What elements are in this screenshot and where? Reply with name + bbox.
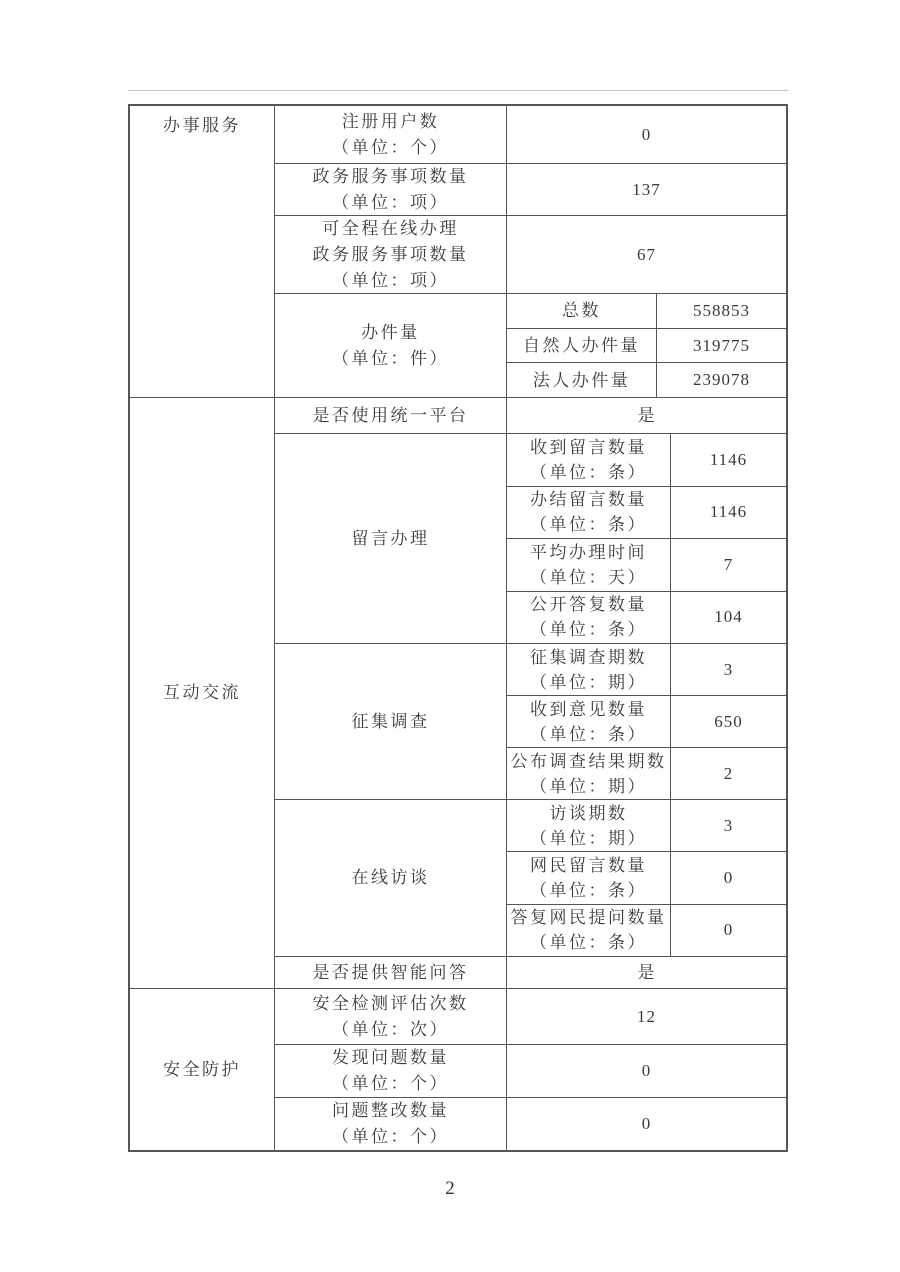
value-text: 2 [723, 763, 734, 783]
item-label-line: 可全程在线办理 [322, 218, 459, 238]
item-label-line: 发现问题数量 [332, 1048, 449, 1067]
subrow-group [506, 644, 786, 799]
value-text: 3 [723, 659, 734, 679]
sub-row [507, 591, 786, 644]
value-cell [506, 106, 786, 163]
table-row [275, 293, 786, 397]
table-row [275, 398, 786, 433]
value-text: 0 [641, 1061, 652, 1080]
value-text: 650 [714, 711, 743, 731]
category-label: 办事服务 [163, 116, 241, 135]
value-cell [506, 1045, 786, 1097]
sub-label-line: （单位：条） [530, 620, 647, 640]
item-label-line: （单位：个） [332, 1127, 449, 1146]
sub-value-cell [656, 329, 786, 363]
sub-label-line: 访谈期数 [549, 803, 628, 823]
value-text: 558853 [693, 300, 750, 320]
item-label-cell [275, 1045, 506, 1097]
value-text: 是 [637, 405, 656, 425]
sub-row [507, 800, 786, 851]
item-label-cell [275, 106, 506, 163]
item-label-line: 是否使用统一平台 [312, 405, 469, 425]
sub-value-cell [670, 539, 786, 591]
sub-label-cell [507, 644, 670, 695]
value-cell [506, 989, 786, 1044]
item-label-cell [275, 434, 506, 643]
item-label-line: 政务服务事项数量 [312, 166, 469, 186]
sub-label-cell [507, 592, 670, 644]
sub-label-cell [507, 329, 656, 363]
sub-value-cell [656, 363, 786, 397]
value-text: 1146 [709, 449, 748, 469]
section-interaction [130, 397, 786, 988]
sub-label-line: 公开答复数量 [530, 595, 647, 615]
value-text: 3 [723, 815, 734, 835]
sub-label-cell [507, 800, 670, 851]
item-label-line: 是否提供智能问答 [312, 962, 469, 982]
value-text: 67 [637, 244, 656, 264]
category-cell [130, 989, 274, 1150]
sub-label-line: （单位：期） [530, 776, 647, 796]
sub-label-line: 网民留言数量 [530, 855, 647, 875]
table-row [275, 799, 786, 956]
sub-label-line: 自然人办件量 [523, 336, 640, 355]
sub-label-cell [507, 748, 670, 799]
sub-value-cell [670, 852, 786, 903]
item-label-line: （单位：个） [332, 137, 449, 157]
value-text: 1146 [709, 502, 748, 522]
table-row [275, 215, 786, 293]
value-text: 239078 [693, 370, 750, 390]
item-label-line: 征集调查 [351, 711, 430, 731]
value-cell [506, 216, 786, 293]
item-label-cell [275, 989, 506, 1044]
sub-row [507, 644, 786, 695]
sub-label-cell [507, 905, 670, 956]
category-cell [130, 106, 274, 397]
value-text: 是 [637, 962, 656, 982]
value-text: 7 [723, 554, 734, 574]
sub-row [507, 851, 786, 903]
sub-label-line: （单位：条） [530, 933, 647, 953]
sub-row [507, 434, 786, 486]
item-label-line: 留言办理 [351, 528, 430, 548]
item-label-line: （单位：件） [332, 348, 449, 368]
table-row [275, 989, 786, 1044]
table-continuation-line [128, 90, 788, 91]
sub-value-cell [670, 905, 786, 956]
category-label: 安全防护 [163, 1059, 241, 1079]
sub-row [507, 904, 786, 956]
subrow-group [506, 434, 786, 643]
sub-row [507, 328, 786, 363]
sub-value-cell [670, 748, 786, 799]
value-text: 0 [723, 867, 734, 887]
sub-label-line: 收到留言数量 [530, 437, 647, 457]
sub-label-cell [507, 852, 670, 903]
item-label-cell [275, 644, 506, 799]
item-label-line: （单位：个） [332, 1074, 449, 1093]
page-number: 2 [445, 1178, 455, 1199]
sub-value-cell [656, 294, 786, 328]
sub-label-line: 平均办理时间 [530, 542, 647, 562]
sub-row [507, 362, 786, 397]
value-text: 104 [714, 607, 743, 627]
sub-row [507, 538, 786, 591]
value-text: 0 [723, 920, 734, 940]
value-cell [506, 1098, 786, 1150]
value-cell [506, 957, 786, 988]
sub-label-line: （单位：条） [530, 515, 647, 535]
table-row [275, 1097, 786, 1150]
sub-row [507, 695, 786, 747]
item-label-cell [275, 957, 506, 988]
sub-value-cell [670, 487, 786, 539]
subrow-group [506, 800, 786, 956]
item-label-cell [275, 800, 506, 956]
sub-row [507, 747, 786, 799]
table-row [275, 433, 786, 643]
sub-value-cell [670, 592, 786, 644]
sub-label-line: 答复网民提问数量 [510, 908, 667, 928]
sub-label-line: 办结留言数量 [530, 490, 647, 510]
sub-label-cell [507, 294, 656, 328]
item-label-cell [275, 1098, 506, 1150]
table-row [275, 643, 786, 799]
sub-value-cell [670, 696, 786, 747]
item-label-cell [275, 398, 506, 433]
item-label-line: 问题整改数量 [332, 1101, 449, 1120]
section-service [130, 106, 786, 397]
sub-label-line: （单位：期） [530, 828, 647, 848]
section-body [274, 398, 786, 988]
value-cell [506, 398, 786, 433]
sub-row [507, 486, 786, 539]
sub-label-line: 征集调查期数 [530, 647, 647, 667]
sub-label-cell [507, 539, 670, 591]
sub-label-line: （单位：天） [530, 567, 647, 587]
item-label-line: 在线访谈 [351, 868, 430, 887]
sub-value-cell [670, 800, 786, 851]
subrow-group [506, 294, 786, 397]
item-label-cell [275, 216, 506, 293]
sub-value-cell [670, 644, 786, 695]
section-body [274, 106, 786, 397]
item-label-line: 注册用户数 [341, 111, 440, 131]
government-report-table [128, 104, 788, 1152]
category-label: 互动交流 [163, 683, 241, 702]
value-text: 12 [637, 1006, 656, 1026]
sub-value-cell [670, 434, 786, 486]
item-label-cell [275, 164, 506, 215]
sub-label-line: 法人办件量 [532, 370, 631, 390]
item-label-line: 办件量 [361, 322, 420, 342]
value-text: 0 [641, 1114, 652, 1133]
value-text: 137 [632, 179, 661, 199]
table-row [275, 106, 786, 163]
value-text: 319775 [693, 335, 750, 355]
sub-label-line: （单位：条） [530, 462, 647, 482]
item-label-line: 政务服务事项数量 [312, 244, 469, 264]
sub-label-cell [507, 434, 670, 486]
table-row [275, 163, 786, 215]
sub-label-line: （单位：条） [530, 880, 647, 900]
item-label-cell [275, 294, 506, 397]
sub-label-line: （单位：期） [530, 672, 647, 692]
value-text: 0 [641, 124, 652, 144]
item-label-line: 安全检测评估次数 [312, 993, 469, 1013]
sub-label-cell [507, 487, 670, 539]
sub-row [507, 294, 786, 328]
item-label-line: （单位：项） [332, 192, 449, 212]
table-row [275, 1044, 786, 1097]
category-cell [130, 398, 274, 988]
sub-label-line: 公布调查结果期数 [510, 751, 667, 771]
item-label-line: （单位：项） [332, 270, 449, 290]
value-cell [506, 164, 786, 215]
item-label-line: （单位：次） [332, 1019, 449, 1039]
sub-label-cell [507, 696, 670, 747]
sub-label-line: 收到意见数量 [530, 699, 647, 719]
table-row [275, 956, 786, 988]
section-security [130, 988, 786, 1150]
section-body [274, 989, 786, 1150]
sub-label-cell [507, 363, 656, 397]
sub-label-line: （单位：条） [530, 724, 647, 744]
sub-label-line: 总数 [562, 301, 601, 321]
